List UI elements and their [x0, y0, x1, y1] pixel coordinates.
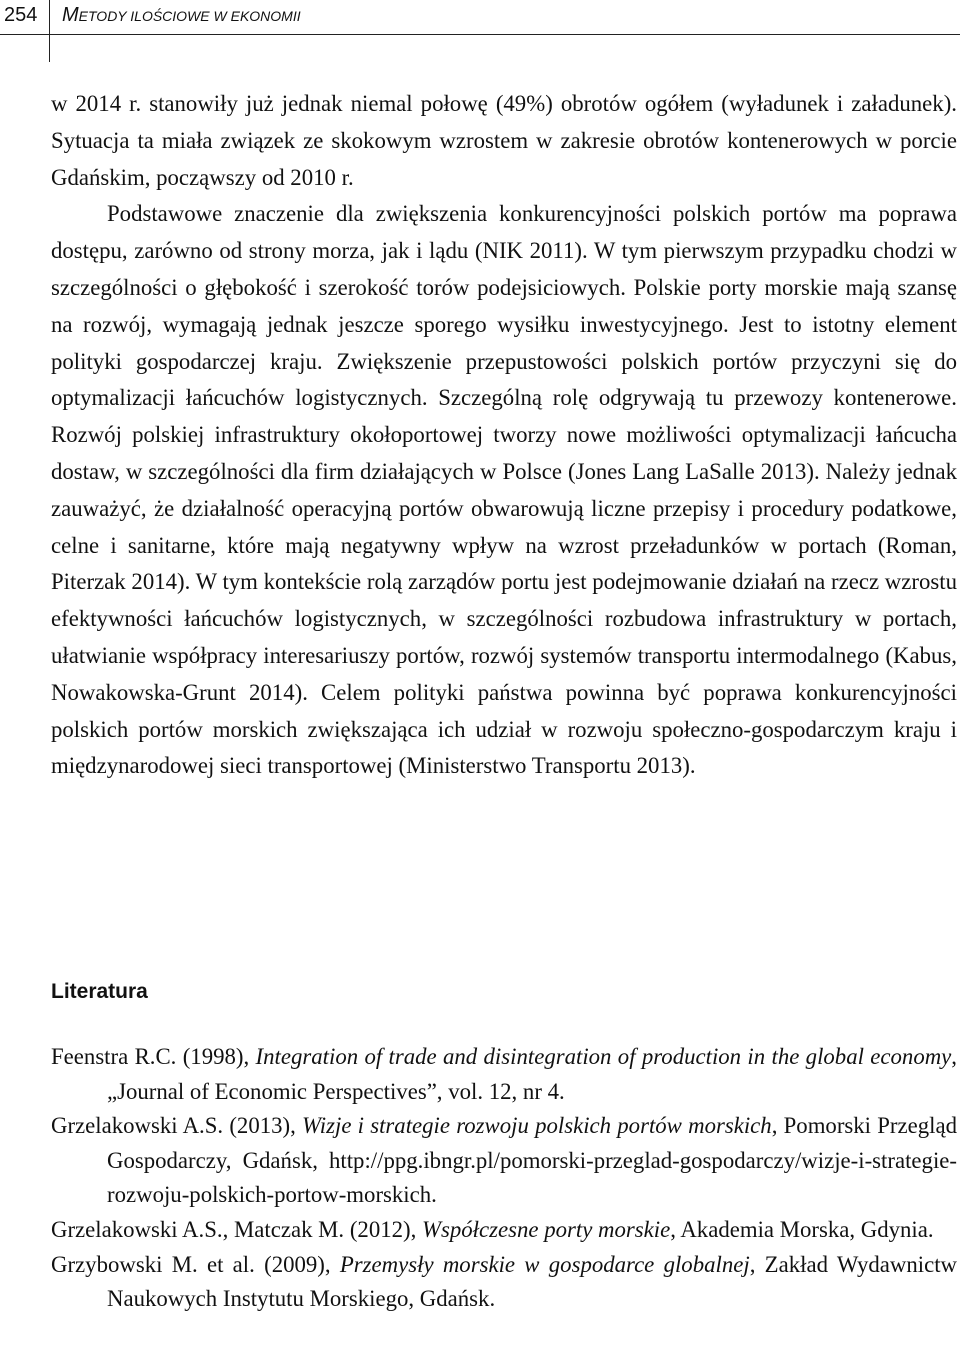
- reference-item: [51, 1248, 957, 1317]
- reference-details: , „Journal of Economic Perspectives”, vol. 12, nr 4.: [107, 1044, 957, 1104]
- reference-title: Wizje i strategie rozwoju polskich portów morskich: [302, 1113, 772, 1139]
- reference-item: [51, 1213, 957, 1248]
- reference-author: Grzybowski M. et al. (2009),: [51, 1251, 340, 1277]
- header-horizontal-rule: [0, 34, 960, 35]
- reference-list: [51, 1040, 957, 1317]
- reference-author: Feenstra R.C. (1998),: [51, 1044, 256, 1069]
- reference-title: Integration of trade and disintegration of production in the global economy: [255, 1044, 952, 1069]
- reference-details: , Pomorski Przegląd Gospodarczy, Gdańsk, http://ppg.ibngr.pl/pomorski-przeglad-gospodarczy/wizje-i-strategie-rozwoju-polskich-portow-morskich.: [107, 1113, 957, 1208]
- running-title-initial: M: [62, 4, 79, 26]
- reference-title: Współczesne porty morskie: [422, 1216, 671, 1242]
- running-title-rest: ETODY ILOŚCIOWE W EKONOMII: [78, 8, 301, 24]
- running-title: [62, 4, 301, 27]
- paragraph-1: w 2014 r. stanowiły już jednak niemal połowę (49%) obrotów ogółem (wyładunek i załadunek). Sytuacja ta miała związek ze skokowym wzrostem w zakresie obrotów kontenerowych w porcie Gdańskim, począwszy od 2010 r.: [51, 91, 957, 190]
- literature-heading: Literatura: [51, 980, 148, 1003]
- reference-author: Grzelakowski A.S., Matczak M. (2012),: [51, 1216, 423, 1242]
- reference-details: , Akademia Morska, Gdynia.: [670, 1216, 934, 1242]
- page-number: 254: [4, 4, 38, 26]
- header-vertical-rule: [49, 0, 50, 62]
- reference-author: Grzelakowski A.S. (2013),: [51, 1113, 303, 1139]
- page-header: [0, 0, 960, 62]
- reference-item: [51, 1109, 957, 1213]
- paragraph-2: Podstawowe znaczenie dla zwiększenia konkurencyjności polskich portów ma poprawa dostępu, zarówno od strony morza, jak i lądu (NIK 2011). W tym pierwszym przypadku chodzi w szczególności o głębokość i szerokość torów podejsiciowych. Polskie porty morskie mają szansę na rozwój, wymagają jednak jeszcze sporego wysiłku inwestycyjnego. Jest to istotny element polityki gospodarczej kraju. Zwiększenie przepustowości polskich portów przyczyni się do optymalizacji łańcuchów logistycznych. Szczególną rolę odgrywają tu przewozy kontenerowe. Rozwój polskiej infrastruktury okołoportowej tworzy nowe możliwości optymalizacji łańcucha dostaw, w szczególności dla firm działających w Polsce (Jones Lang LaSalle 2013). Należy jednak zauważyć, że działalność operacyjną portów obwarowują liczne przepisy i procedury podatkowe, celne i sanitarne, które mają negatywny wpływ na wzrost przeładunków w portach (Roman, Piterzak 2014). W tym kontekście rolą zarządów portu jest podejmowanie działań na rzecz wzrostu efektywności łańcuchów logistycznych, w szczególności rozbudowa infrastruktury w portach, ułatwianie współpracy interesariuszy portów, rozwój systemów transportu intermodalnego (Kabus, Nowakowska-Grunt 2014). Celem polityki państwa powinna być poprawa konkurencyjności polskich portów morskich zwiększająca ich udział w rozwoju społeczno-gospodarczym kraju i międzynarodowej sieci transportowej (Ministerstwo Transportu 2013).: [51, 201, 957, 779]
- reference-details: , Zakład Wydawnictw Naukowych Instytutu Morskiego, Gdańsk.: [107, 1251, 958, 1312]
- reference-title: Przemysły morskie w gospodarce globalnej: [339, 1251, 750, 1277]
- reference-item: [51, 1040, 957, 1109]
- body-text: [51, 86, 957, 785]
